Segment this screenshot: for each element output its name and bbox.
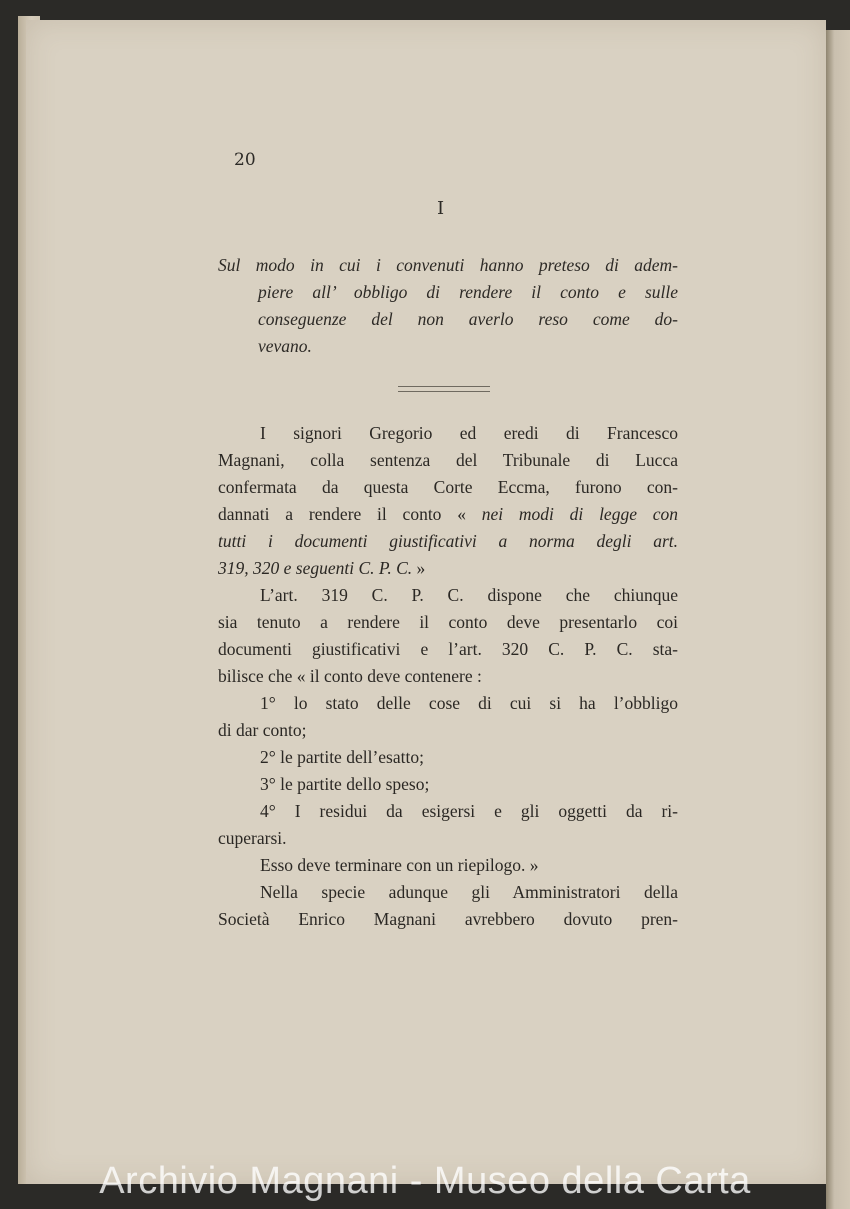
- closing-quote: »: [416, 558, 426, 578]
- text-line: Società Enrico Magnani avrebbero dovuto pren-: [218, 909, 678, 929]
- section-numeral: I: [437, 198, 445, 219]
- text-line: Magnani, colla sentenza del Tribunale di Lucca: [218, 450, 678, 470]
- text-line: documenti giustificativi e l’art. 320 C. P. C. sta-: [218, 639, 678, 659]
- text-line: 3° le partite dello speso;: [260, 774, 430, 794]
- body-text: [218, 420, 678, 933]
- text-line: Nella specie adunque gli Amministratori della: [260, 882, 678, 902]
- quoted-italic-text: 319, 320 e seguenti C. P. C.: [218, 558, 413, 578]
- text-line: [218, 555, 678, 582]
- text-line: 4° I residui da esigersi e gli oggetti da ri-: [260, 801, 678, 821]
- text-line: cuperarsi.: [218, 828, 287, 848]
- text-line: L’art. 319 C. P. C. dispone che chiunque: [260, 585, 678, 605]
- heading-line: vevano.: [258, 336, 312, 356]
- heading-line: conseguenze del non averlo reso come do-: [258, 309, 678, 329]
- heading-line: piere all’ obbligo di rendere il conto e sulle: [258, 282, 678, 302]
- text-line: di dar conto;: [218, 720, 307, 740]
- section-heading: [218, 252, 678, 360]
- text-segment: dannati a rendere il conto «: [218, 504, 466, 524]
- text-line: bilisce che « il conto deve contenere :: [218, 666, 482, 686]
- text-line: Esso deve terminare con un riepilogo. »: [260, 855, 539, 875]
- text-line: I signori Gregorio ed eredi di Francesco: [260, 423, 678, 443]
- text-line: [218, 501, 678, 528]
- heading-line: Sul modo in cui i convenuti hanno preteso di adem-: [218, 255, 678, 275]
- text-line: 2° le partite dell’esatto;: [260, 747, 424, 767]
- text-line: 1° lo stato delle cose di cui si ha l’obbligo: [260, 693, 678, 713]
- page-number: 20: [234, 150, 256, 170]
- archive-watermark: Archivio Magnani - Museo della Carta: [99, 1160, 751, 1202]
- text-line: tutti i documenti giustificativi a norma degli art.: [218, 531, 678, 551]
- adjacent-page-edge: [826, 30, 850, 1209]
- text-line: sia tenuto a rendere il conto deve presentarlo coi: [218, 612, 678, 632]
- text-line: confermata da questa Corte Eccma, furono con-: [218, 477, 678, 497]
- quoted-italic-text: nei modi di legge con: [481, 504, 679, 524]
- double-rule-divider: [398, 386, 490, 392]
